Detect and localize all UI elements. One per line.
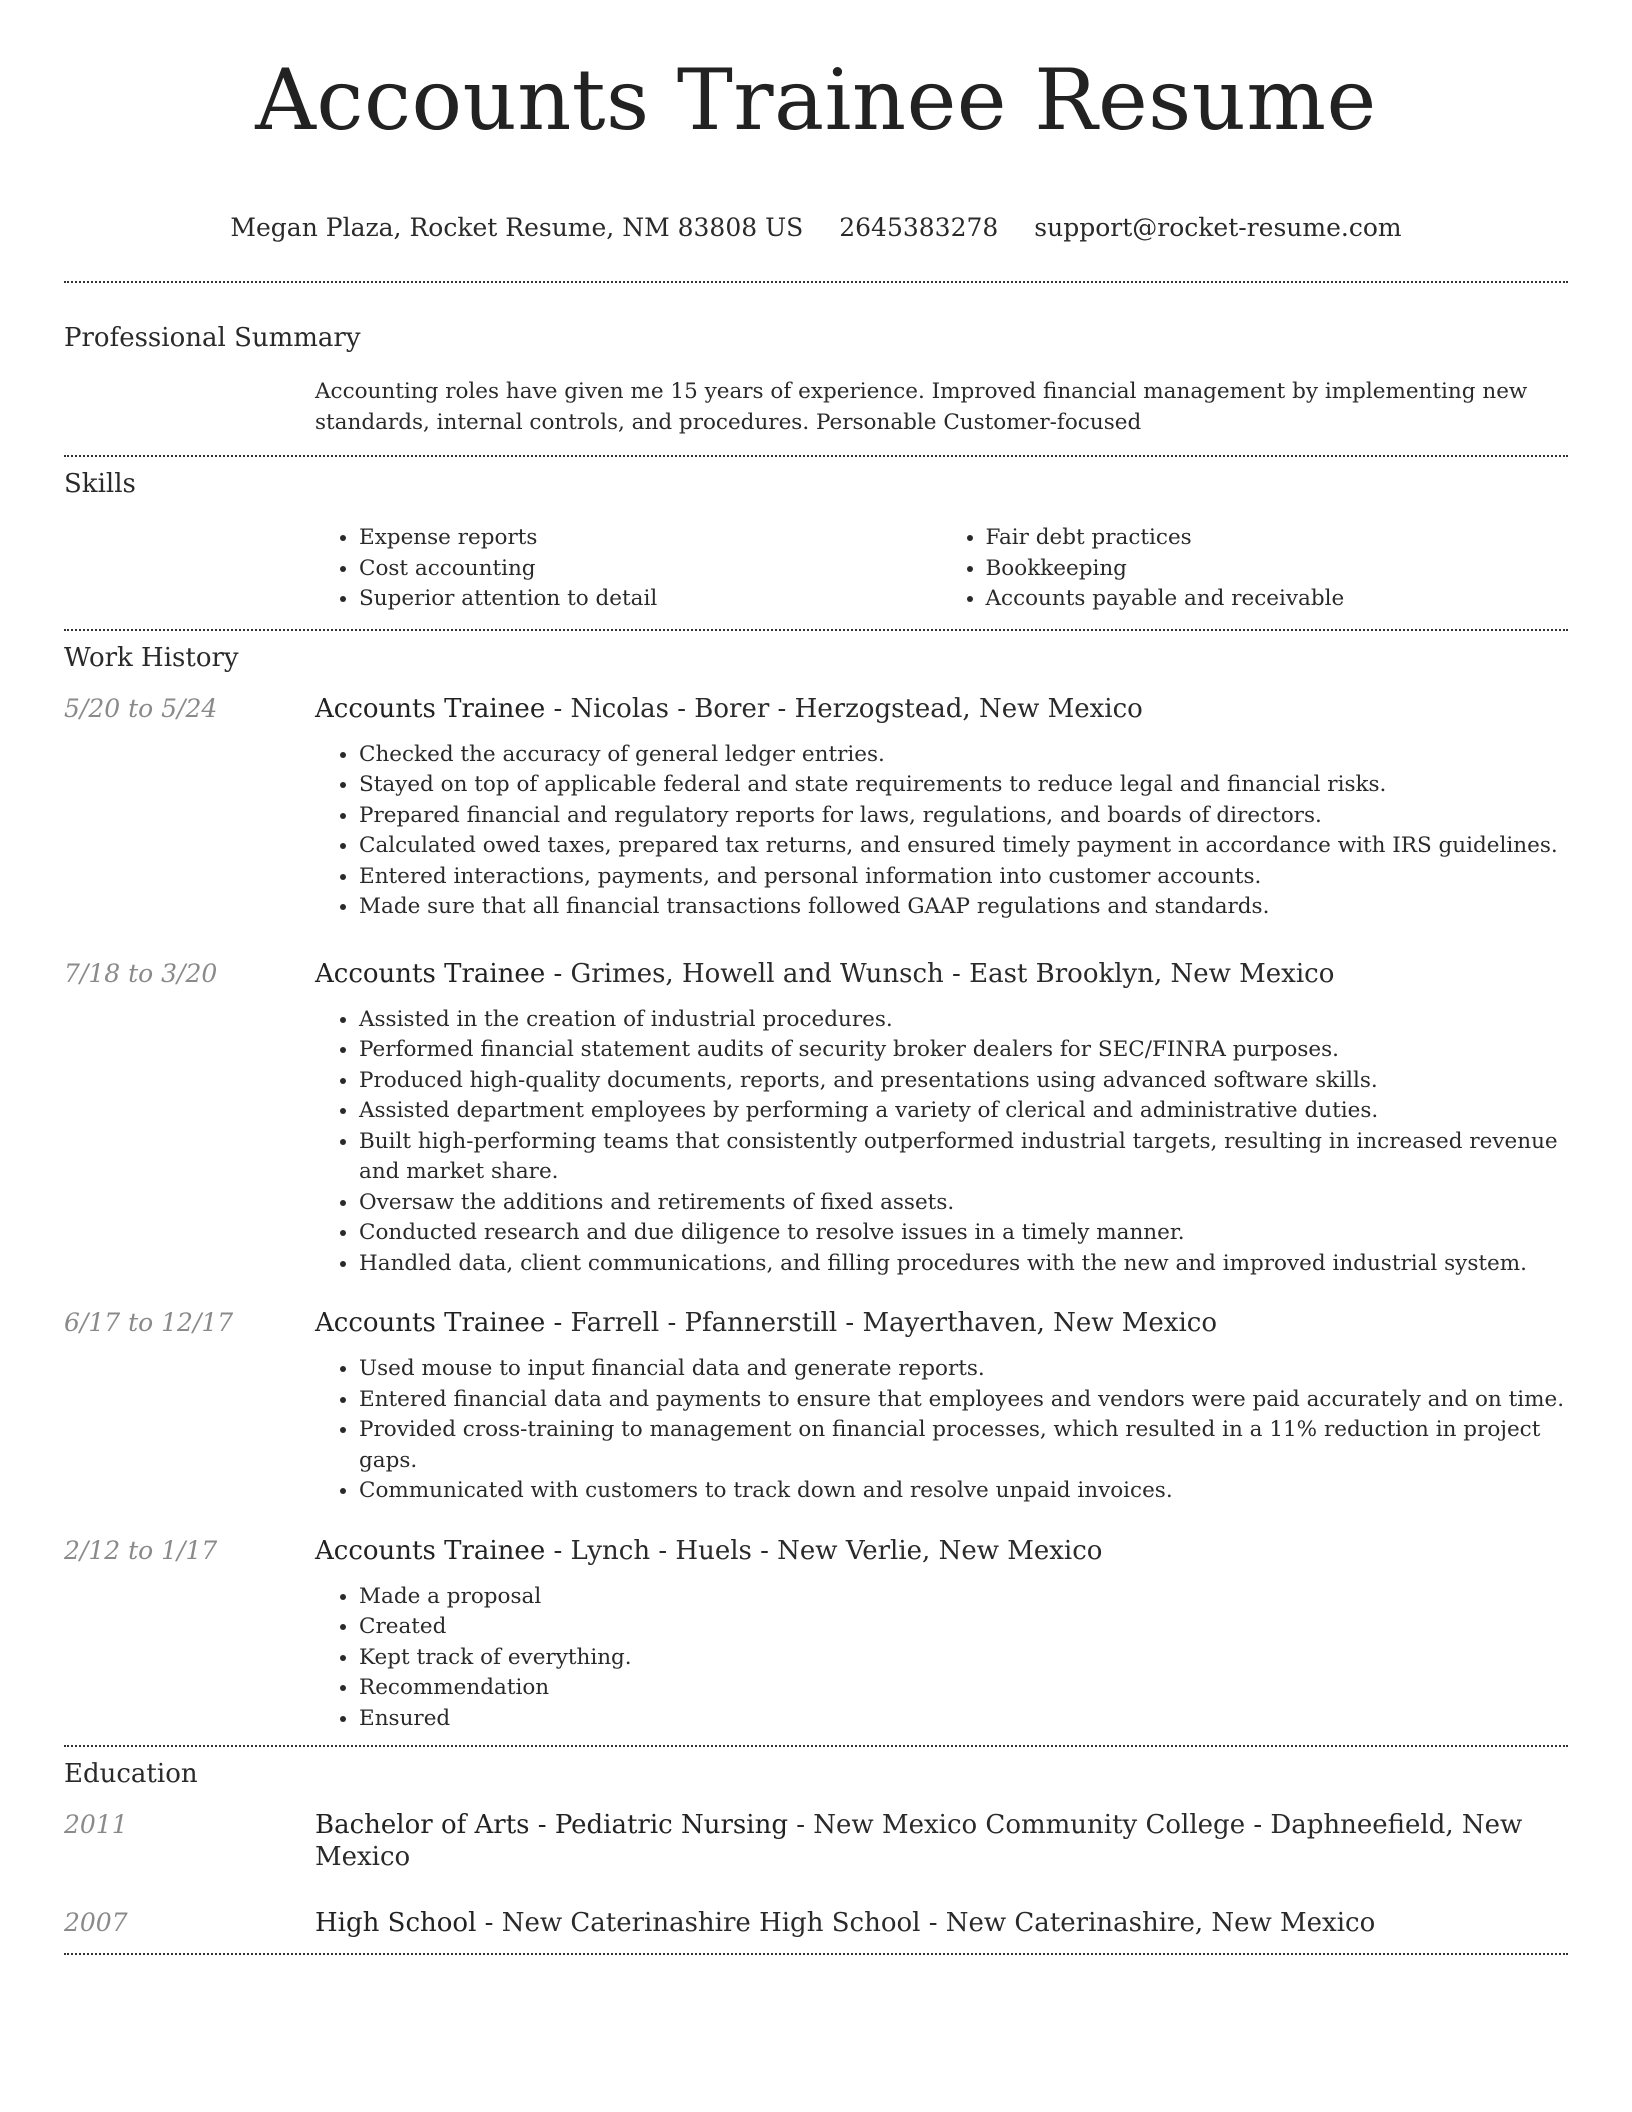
contact-line	[0, 212, 1632, 244]
job-bullet: • Performed financial statement audits of security broker dealers for SEC/FINRA purposes.	[359, 1035, 1568, 1066]
job-bullet: • Built high-performing teams that consistently outperformed industrial targets, resulting in increased revenue and market share.	[359, 1127, 1568, 1188]
skill-item: • Expense reports	[359, 523, 942, 554]
job-role: Accounts Trainee	[315, 1308, 546, 1338]
job-details: - Lynch - Huels - New Verlie, New Mexico	[545, 1535, 1103, 1566]
skill-item: • Accounts payable and receivable	[986, 584, 1569, 615]
job-bullet-list	[315, 740, 1568, 923]
job-bullet: • Checked the accuracy of general ledger entries.	[359, 740, 1568, 771]
job-bullet: • Entered interactions, payments, and personal information into customer accounts.	[359, 862, 1568, 893]
job-entry	[64, 958, 1568, 1280]
work-heading: Work History	[64, 642, 239, 673]
job-bullet: • Recommendation	[359, 1673, 1568, 1704]
job-bullet: • Created	[359, 1612, 1568, 1643]
job-entry	[64, 1535, 1568, 1735]
job-bullet: • Made a proposal	[359, 1582, 1568, 1613]
skill-item: • Cost accounting	[359, 554, 942, 585]
job-title	[315, 958, 1568, 990]
job-role: Accounts Trainee	[315, 693, 546, 724]
job-role: Accounts Trainee	[315, 1535, 546, 1566]
job-bullet: • Communicated with customers to track down and resolve unpaid invoices.	[359, 1476, 1568, 1507]
job-dates: 6/17 to 12/17	[64, 1308, 234, 1337]
job-list	[64, 693, 1568, 1735]
job-entry	[64, 693, 1568, 923]
job-bullet: • Produced high-quality documents, reports, and presentations using advanced software skills.	[359, 1066, 1568, 1097]
job-dates: 5/20 to 5/24	[64, 693, 218, 723]
divider	[64, 1953, 1568, 1955]
job-bullet: • Made sure that all financial transactions followed GAAP regulations and standards.	[359, 892, 1568, 923]
job-title	[315, 1535, 1568, 1567]
job-dates: 2/12 to 1/17	[64, 1535, 218, 1565]
skill-item: • Fair debt practices	[986, 523, 1569, 554]
job-bullet: • Handled data, client communications, and filling procedures with the new and improved industrial system.	[359, 1249, 1568, 1280]
job-dates: 7/18 to 3/20	[64, 958, 218, 988]
education-details: - New Caterinashire High School - New Caterinashire, New Mexico	[476, 1908, 1376, 1938]
skill-item: • Superior attention to detail	[359, 584, 942, 615]
contact-phone: 2645383278	[839, 213, 999, 242]
job-bullet: • Provided cross-training to management on financial processes, which resulted in a 11% reduction in project gaps.	[359, 1415, 1568, 1476]
education-details: - New Mexico Community College - Daphneefield, New Mexico	[315, 1810, 1523, 1872]
job-bullet: • Assisted in the creation of industrial procedures.	[359, 1005, 1568, 1036]
job-bullet: • Conducted research and due diligence to resolve issues in a timely manner.	[359, 1218, 1568, 1249]
job-title	[315, 693, 1568, 725]
summary-section	[0, 283, 1632, 438]
job-bullet: • Oversaw the additions and retirements of fixed assets.	[359, 1188, 1568, 1219]
education-entry	[64, 1809, 1568, 1873]
job-details: - Nicolas - Borer - Herzogstead, New Mexico	[545, 693, 1143, 724]
education-list	[64, 1809, 1568, 1939]
job-details: - Grimes, Howell and Wunsch - East Brooklyn, New Mexico	[545, 958, 1335, 989]
job-role: Accounts Trainee	[315, 958, 546, 989]
job-bullet: • Entered financial data and payments to ensure that employees and vendors were paid accurately and on time.	[359, 1385, 1568, 1416]
education-degree: High School	[315, 1908, 477, 1938]
job-bullet: • Prepared financial and regulatory reports for laws, regulations, and boards of directors.	[359, 801, 1568, 832]
education-title	[315, 1809, 1568, 1873]
job-main	[315, 1535, 1568, 1735]
skills-heading: Skills	[64, 469, 136, 499]
skill-item: • Bookkeeping	[986, 554, 1569, 585]
education-year: 2011	[64, 1810, 128, 1839]
summary-heading: Professional Summary	[64, 323, 361, 353]
job-bullet-list	[315, 1005, 1568, 1280]
contact-email: support@rocket-resume.com	[1034, 213, 1402, 242]
education-heading: Education	[64, 1759, 198, 1789]
skills-grid	[315, 523, 1568, 615]
job-main	[315, 693, 1568, 923]
work-section	[0, 631, 1632, 1735]
job-bullet: • Calculated owed taxes, prepared tax returns, and ensured timely payment in accordance with IRS guidelines.	[359, 831, 1568, 862]
job-bullet-list	[315, 1582, 1568, 1735]
contact-address: Megan Plaza, Rocket Resume, NM 83808 US	[230, 213, 804, 242]
job-bullet: • Kept track of everything.	[359, 1643, 1568, 1674]
job-bullet: • Assisted department employees by performing a variety of clerical and administrative duties.	[359, 1096, 1568, 1127]
job-main	[315, 1307, 1568, 1507]
page-title: Accounts Trainee Resume	[255, 51, 1377, 149]
summary-text: Accounting roles have given me 15 years of experience. Improved financial management by implementing new standards, internal controls, and procedures. Personable Customer-focused	[315, 379, 1528, 435]
job-bullet-list	[315, 1354, 1568, 1507]
job-bullet: • Used mouse to input financial data and generate reports.	[359, 1354, 1568, 1385]
job-bullet: • Ensured	[359, 1704, 1568, 1735]
job-main	[315, 958, 1568, 1280]
education-title	[315, 1907, 1375, 1939]
education-entry	[64, 1907, 1568, 1939]
job-bullet: • Stayed on top of applicable federal and state requirements to reduce legal and financial risks.	[359, 770, 1568, 801]
job-entry	[64, 1307, 1568, 1507]
skills-list-left	[315, 523, 942, 615]
education-degree: Bachelor of Arts - Pediatric Nursing	[315, 1810, 788, 1840]
skills-section	[0, 457, 1632, 615]
education-section	[0, 1747, 1632, 1939]
job-title	[315, 1307, 1568, 1339]
skills-list-right	[942, 523, 1569, 615]
education-year: 2007	[64, 1908, 128, 1937]
job-details: - Farrell - Pfannerstill - Mayerthaven, New Mexico	[545, 1308, 1218, 1338]
